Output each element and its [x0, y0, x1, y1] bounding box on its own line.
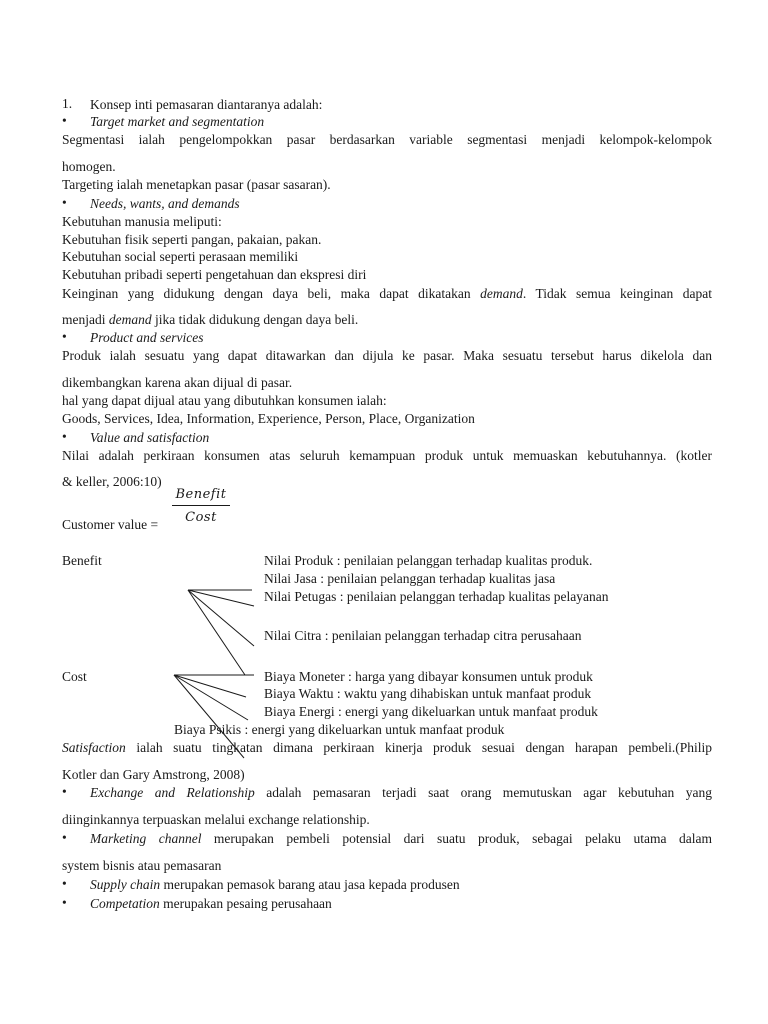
customer-value-label: Customer value =: [62, 517, 159, 532]
satisfaction-text-cont: Kotler dan Gary Amstrong, 2008): [62, 767, 245, 782]
list-number: 1.: [62, 96, 73, 111]
benefit-item: Nilai Petugas : penilaian pelanggan terhadap kualitas pelayanan: [264, 589, 609, 604]
benefit-label: Benefit: [62, 553, 102, 568]
section-heading-target-market: Target market and segmentation: [90, 114, 265, 129]
bullet-icon: •: [62, 784, 67, 799]
bullet-icon: •: [62, 876, 67, 891]
section-heading-value: Value and satisfaction: [90, 430, 210, 445]
product-types: Goods, Services, Idea, Information, Experience, Person, Place, Organization: [62, 411, 475, 426]
bullet-icon: •: [62, 329, 67, 344]
bullet-icon: •: [62, 429, 67, 444]
exchange-text: Exchange and Relationship adalah pemasaran terjadi saat orang memutuskan agar kebutuhan yang: [90, 785, 712, 800]
competition-text: Competation merupakan pesaing perusahaan: [90, 896, 332, 911]
value-text-cont: & keller, 2006:10): [62, 474, 162, 489]
cost-item: Biaya Psikis : energi yang dikeluarkan untuk manfaat produk: [174, 722, 505, 737]
benefit-item: Nilai Produk : penilaian pelanggan terhadap kualitas produk.: [264, 553, 593, 568]
needs-line-2: Kebutuhan fisik seperti pangan, pakaian, pakan.: [62, 232, 322, 247]
bullet-icon: •: [62, 895, 67, 910]
bullet-icon: •: [62, 195, 67, 210]
segmentation-text-cont: homogen.: [62, 159, 116, 174]
exchange-text-cont: diinginkannya terpuaskan melalui exchange relationship.: [62, 812, 370, 827]
demand-text: Keinginan yang didukung dengan daya beli, maka dapat dikatakan demand. Tidak semua keinginan dapat: [62, 286, 713, 301]
needs-line-4: Kebutuhan pribadi seperti pengetahuan dan ekspresi diri: [62, 267, 367, 282]
product-text-cont: dikembangkan karena akan dijual di pasar.: [62, 375, 293, 390]
product-line-2: hal yang dapat dijual atau yang dibutuhkan konsumen ialah:: [62, 393, 387, 408]
needs-line-3: Kebutuhan social seperti perasaan memiliki: [62, 249, 299, 264]
fraction-denominator: Cost: [185, 510, 217, 525]
targeting-text: Targeting ialah menetapkan pasar (pasar sasaran).: [62, 177, 331, 192]
demand-text-cont: menjadi demand jika tidak didukung dengan daya beli.: [62, 312, 359, 327]
product-text: Produk ialah sesuatu yang dapat ditawarkan dan dijula ke pasar. Maka sesuatu tersebut harus dikelola dan: [62, 348, 712, 363]
section-heading-needs: Needs, wants, and demands: [90, 196, 240, 211]
bullet-icon: •: [62, 113, 67, 128]
value-text: Nilai adalah perkiraan konsumen atas seluruh kemampuan produk untuk memuaskan kebutuhannya. (kotler: [62, 448, 712, 463]
bullet-icon: •: [62, 830, 67, 845]
needs-line-1: Kebutuhan manusia meliputi:: [62, 214, 222, 229]
benefit-item: Nilai Jasa : penilaian pelanggan terhadap kualitas jasa: [264, 571, 556, 586]
supply-chain-text: Supply chain merupakan pemasok barang atau jasa kepada produsen: [90, 877, 460, 892]
cost-item: Biaya Energi : energi yang dikeluarkan untuk manfaat produk: [264, 704, 598, 719]
channel-text: Marketing channel merupakan pembeli potensial dari suatu produk, sebagai pelaku utama dalam: [90, 831, 712, 846]
section-heading-product: Product and services: [90, 330, 204, 345]
cost-item: Biaya Waktu : waktu yang dihabiskan untuk manfaat produk: [264, 686, 592, 701]
satisfaction-text: Satisfaction ialah suatu tingkatan dimana perkiraan kinerja produk sesuai dengan harapan pembeli.(Philip: [62, 740, 712, 755]
benefit-item: Nilai Citra : penilaian pelanggan terhadap citra perusahaan: [264, 628, 582, 643]
cost-label: Cost: [62, 669, 87, 684]
intro-text: Konsep inti pemasaran diantaranya adalah:: [90, 97, 323, 112]
channel-text-cont: system bisnis atau pemasaran: [62, 858, 222, 873]
segmentation-text: Segmentasi ialah pengelompokkan pasar berdasarkan variable segmentasi menjadi kelompok-kelompok: [62, 132, 712, 147]
cost-item: Biaya Moneter : harga yang dibayar konsumen untuk produk: [264, 669, 593, 684]
fraction-numerator: Benefit: [172, 487, 230, 506]
